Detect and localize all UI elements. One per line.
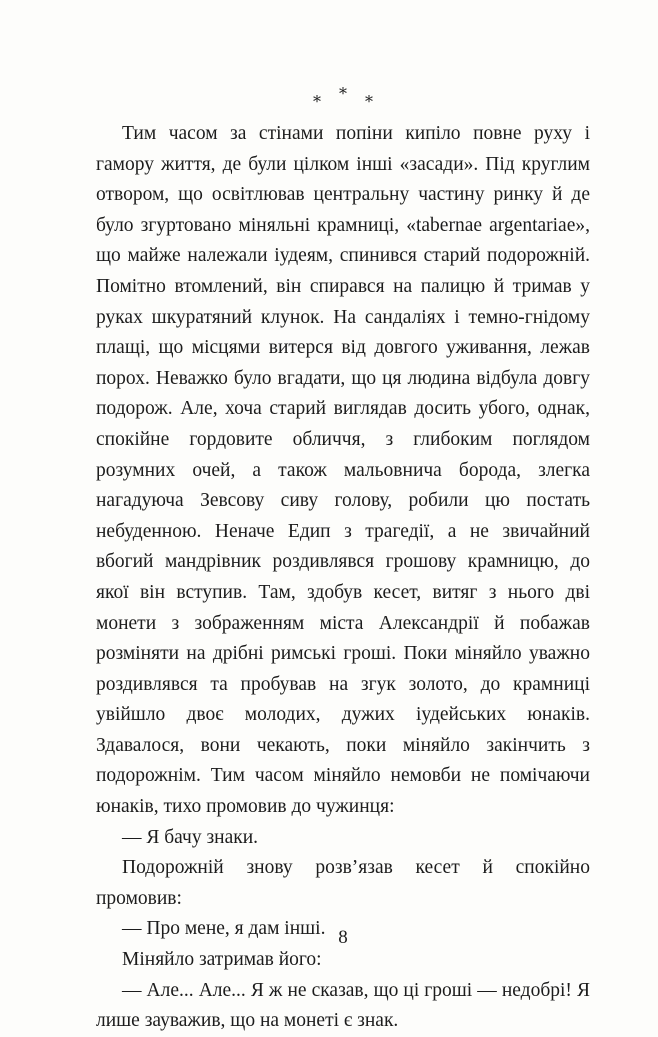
- dialogue-line: — Про мене, я дам інші.: [122, 918, 326, 940]
- section-separator: [96, 86, 590, 110]
- paragraph: Подорожній знову розв’язав кесет й спокійно промовив:: [96, 857, 590, 909]
- paragraph: Міняйло затримав його:: [122, 949, 322, 971]
- separator-asterisk: *: [313, 92, 321, 111]
- dialogue-line: — Але... Але... Я ж не сказав, що ці гроші — недобрі! Я лише зауважив, що на монеті є знак.: [96, 979, 590, 1032]
- book-page: [96, 0, 590, 1032]
- page-number: 8: [338, 927, 348, 948]
- body-text: [96, 119, 590, 1037]
- separator-asterisk: *: [365, 92, 373, 111]
- separator-asterisk: *: [339, 84, 347, 103]
- dialogue-line: — Я бачу знаки.: [122, 826, 259, 848]
- paragraph: Тим часом за стінами попіни кипіло повне руху і гамору життя, де були цілком інші «засади». Під круглим отвором, що освітлював центральну частину ринку й де було згуртовано міняльні крамниці, «tabernae argentariae», що майже належали іудеям, спинився старий подорожній. Помітно втомлений, він спирався на палицю й тримав у руках шкуратяний клунок. На сандаліях і темно-гнідому плащі, що місцями витерся від довгого уживання, лежав порох. Неважко було вгадати, що ця людина відбула довгу подорож. Але, хоча старий виглядав досить убого, однак, спокійне гордовите обличчя, з глибоким поглядом розумних очей, а також мальовнича борода, злегка нагадуюча Зевсову сиву голову, робили цю постать небуденною. Неначе Едип з трагедії, а не звичайний вбогий мандрівник роздивлявся грошову крамницю, до якої він вступив. Там, здобув кесет, витяг з нього дві монети з зображенням міста Александрії й побажав розміняти на дрібні римські гроші. Поки міняйло уважно роздивлявся та пробував на згук золото, до крамниці увійшло двоє молодих, дужих іудейських юнаків. Здавалося, вони чекають, поки міняйло закінчить з подорожнім. Тим часом міняйло немовби не помічаючи юнаків, тихо промовив до чужинця:: [96, 123, 590, 818]
